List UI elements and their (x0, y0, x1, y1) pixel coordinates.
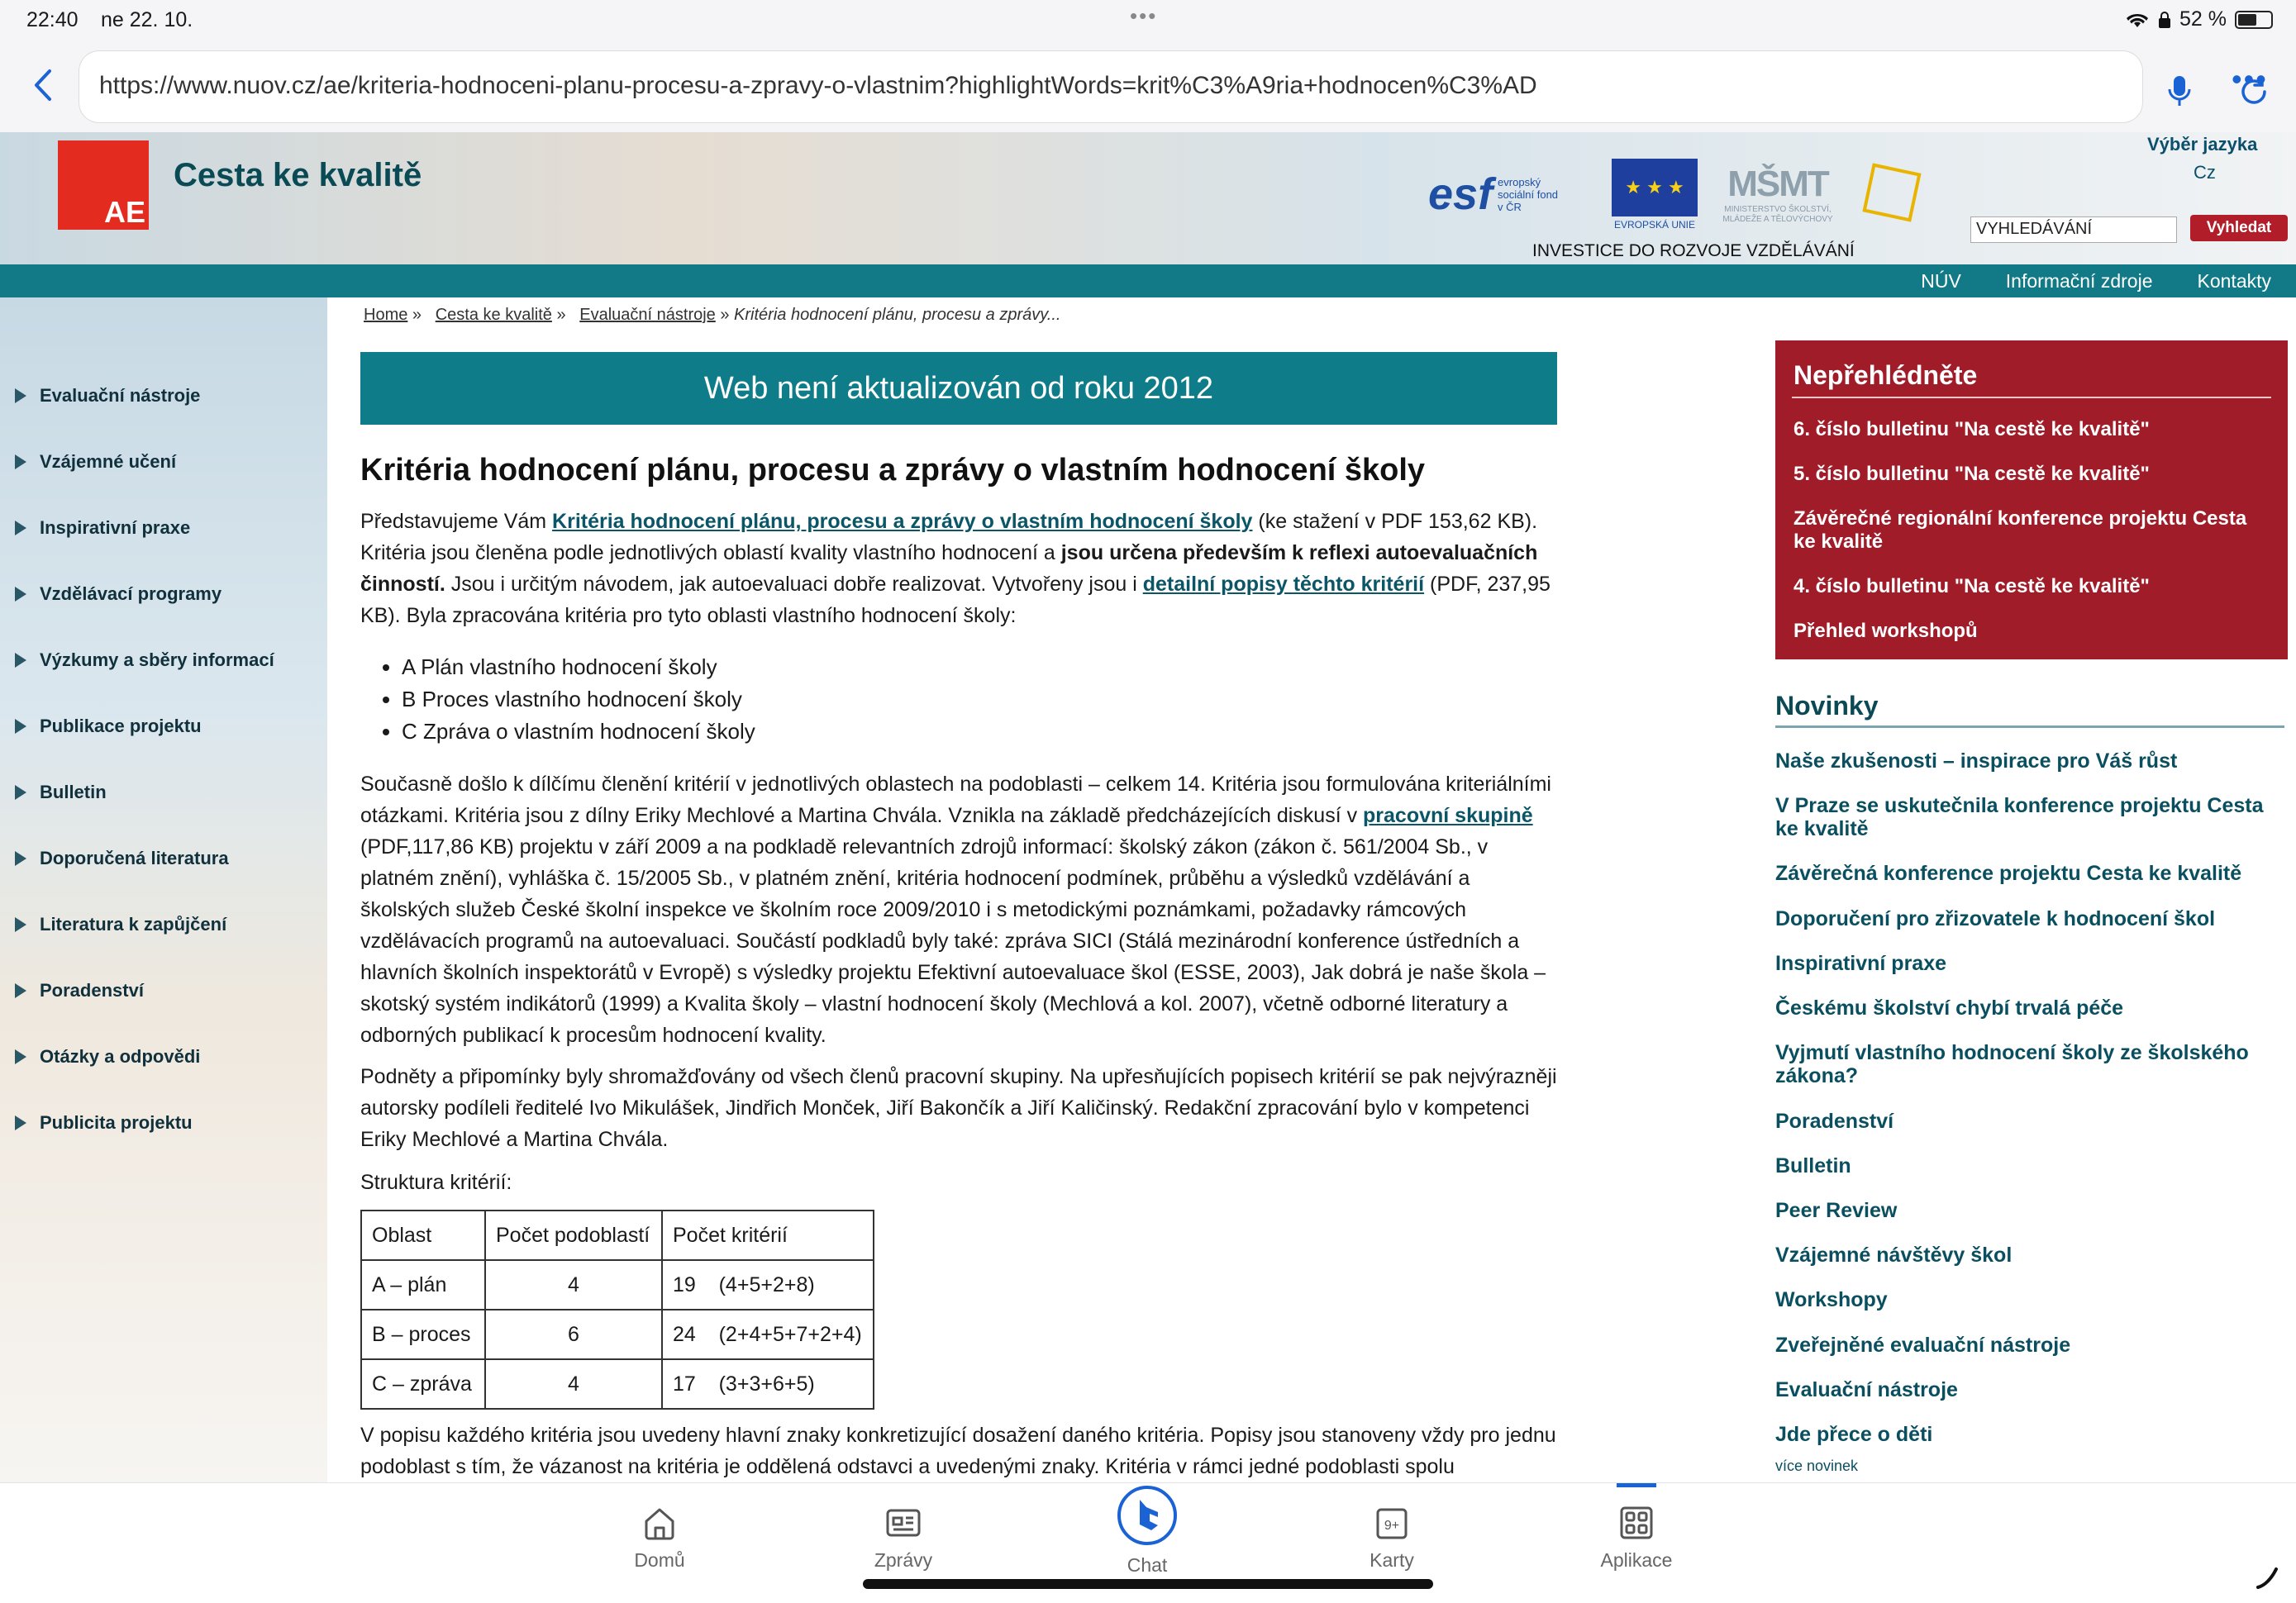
tab-chat[interactable] (1081, 1483, 1213, 1577)
text: Současně došlo k dílčímu členění kritérií v jednotlivých oblastech na podoblasti – celkem 14. Kritéria jsou formulována kriteriálními otázkami. Kritéria jsou z dílny Eriky Mechlové a Martina Chvála. Vznikla na základě předcházejících diskusí v (360, 773, 1551, 827)
news-item[interactable]: Poradenství (1775, 1110, 1894, 1133)
sidebar-item-doporucena-literatura[interactable] (15, 848, 229, 869)
table-cell: 4 (485, 1260, 662, 1310)
table-cell (662, 1310, 874, 1359)
top-nav-links (1921, 264, 2271, 297)
breadcrumb: Home » Cesta ke kvalitě » Evaluační nástroje » Kritéria hodnocení plánu, procesu a zprávy... (364, 306, 1061, 324)
table-header-row (361, 1211, 874, 1260)
news-item[interactable]: Vzájemné návštěvy škol (1775, 1244, 2013, 1267)
news-item[interactable]: Jde přece o děti (1775, 1423, 1933, 1446)
text: (PDF, 237,95 KB). Byla zpracována kritéria pro tyto oblasti vlastního hodnocení školy: (360, 573, 1551, 627)
list-item: • A Plán vlastního hodnocení školy (402, 651, 755, 683)
table-cell (662, 1359, 874, 1409)
news-item[interactable]: Českému školství chybí trvalá péče (1775, 997, 2124, 1020)
criteria-breakdown: (2+4+5+7+2+4) (718, 1322, 862, 1346)
structure-label: Struktura kritérií: (360, 1171, 512, 1194)
top-nav (0, 264, 2296, 297)
site-header (0, 132, 2296, 264)
divider (1775, 725, 2284, 728)
sidebar-item-inspirativni-praxe[interactable] (15, 517, 190, 539)
sidebar-item-publikace[interactable] (15, 716, 202, 737)
browser-toolbar (0, 41, 2296, 132)
criteria-breakdown: (3+3+6+5) (718, 1372, 815, 1396)
more-options-icon[interactable]: ••• (2232, 62, 2268, 96)
table-row (361, 1359, 874, 1409)
triangle-icon (15, 983, 26, 998)
intro-paragraph (360, 506, 1559, 631)
dont-miss-item[interactable]: 5. číslo bulletinu "Na cestě ke kvalitě" (1793, 463, 2150, 485)
list-item: • C Zpráva o vlastním hodnocení školy (402, 716, 755, 748)
triangle-icon (15, 785, 26, 800)
tab-label: Domů (634, 1549, 685, 1571)
sidebar-item-label: Vzájemné učení (40, 451, 177, 472)
sidebar-item-label: Vzdělávací programy (40, 583, 222, 604)
triangle-icon (15, 719, 26, 734)
news-item[interactable]: Peer Review (1775, 1199, 1898, 1222)
multitask-dots-icon[interactable]: ••• (1130, 3, 1158, 28)
news-item[interactable]: Workshopy (1775, 1288, 1888, 1311)
eu-text: EVROPSKÁ UNIE (1613, 218, 1696, 231)
active-tab-indicator (1617, 1483, 1656, 1487)
bottom-tab-bar (0, 1482, 2296, 1603)
news-item[interactable]: Inspirativní praxe (1775, 952, 1947, 975)
news-item[interactable]: Zveřejněné evaluační nástroje (1775, 1334, 2071, 1357)
eu-flag-icon: ★ ★ ★ (1612, 159, 1698, 216)
microphone-icon[interactable] (2165, 74, 2194, 107)
pencil-icon[interactable] (2253, 1563, 2283, 1592)
triangle-icon (15, 388, 26, 403)
address-bar[interactable] (79, 51, 2142, 122)
sidebar-item-bulletin[interactable] (15, 782, 107, 803)
breadcrumb-home[interactable]: Home (364, 306, 408, 324)
news-icon (884, 1503, 923, 1543)
table-header: Počet kritérií (662, 1211, 874, 1260)
sidebar-item-label: Bulletin (40, 782, 107, 802)
triangle-icon (15, 851, 26, 866)
apps-grid-icon (1617, 1503, 1656, 1543)
sidebar-item-otazky[interactable] (15, 1046, 200, 1068)
list-item: • B Proces vlastního hodnocení školy (402, 683, 755, 716)
language-label: Výběr jazyka (2147, 134, 2258, 155)
sidebar-item-literatura-zapujceni[interactable] (15, 914, 226, 935)
sidebar-item-vyzkumy[interactable] (15, 649, 274, 671)
divider (1792, 397, 2271, 398)
dont-miss-item[interactable]: 6. číslo bulletinu "Na cestě ke kvalitě" (1793, 418, 2150, 440)
sidebar-item-label: Inspirativní praxe (40, 517, 191, 538)
back-arrow-icon[interactable] (23, 64, 64, 106)
site-title[interactable]: Cesta ke kvalitě (174, 157, 422, 193)
areas-list (360, 651, 755, 748)
text: Představujeme Vám (360, 510, 553, 533)
tab-label: Aplikace (1600, 1549, 1673, 1571)
dont-miss-item[interactable]: Přehled workshopů (1793, 620, 1978, 642)
triangle-icon (15, 454, 26, 469)
dont-miss-box (1775, 340, 2288, 659)
battery-icon (2235, 11, 2273, 29)
nav-kontakty[interactable]: Kontakty (2197, 270, 2271, 292)
table-cell: C – zpráva (361, 1359, 485, 1409)
sidebar-item-evaluacni-nastroje[interactable] (15, 385, 200, 407)
criteria-pdf-link[interactable]: Kritéria hodnocení plánu, procesu a zprávy o vlastním hodnocení školy (552, 510, 1253, 533)
text: (ke stažení v PDF 153,62 KB). Kritéria jsou členěna podle jednotlivých oblastí kvality vlastního hodnocení a (360, 510, 1538, 564)
table-row (361, 1260, 874, 1310)
esf-text: evropský sociální fond v ČR (1498, 175, 1559, 213)
tab-news[interactable] (837, 1503, 969, 1572)
eu-logo (1608, 155, 1701, 233)
tab-label: Karty (1370, 1549, 1414, 1571)
home-icon (640, 1503, 679, 1543)
triangle-icon (15, 1115, 26, 1130)
search-input[interactable]: VYHLEDÁVÁNÍ (1970, 216, 2177, 243)
nav-informacni-zdroje[interactable]: Informační zdroje (2005, 270, 2153, 292)
msmt-logo: MŠMT MINISTERSTVO ŠKOLSTVÍ, MLÁDEŽE A TĚLOVÝCHOVY (1716, 155, 1840, 233)
criteria-breakdown: (4+5+2+8) (718, 1272, 815, 1296)
news-item[interactable]: V Praze se uskutečnila konference projektu Cesta ke kvalitě (1775, 794, 2264, 840)
esf-logo: esf evropský sociální fond v ČR (1428, 155, 1593, 233)
language-link[interactable]: Cz (2194, 162, 2216, 183)
table-row (361, 1310, 874, 1359)
dont-miss-item[interactable]: Závěrečné regionální konference projektu Cesta ke kvalitě (1793, 507, 2247, 553)
news-item[interactable]: Doporučení pro zřizovatele k hodnocení škol (1775, 907, 2216, 930)
criteria-description-paragraph: V popisu každého kritéria jsou uvedeny hlavní znaky konkretizující dosažení daného kritéria. Popisy jsou stanoveny vždy pro jednu podoblast s tím, že vázanost na kritéria je oddělená odstavci a uvedenými znaky. Kritéria v rámci jedné podoblasti spolu (360, 1424, 1556, 1478)
news-item[interactable]: Bulletin (1775, 1154, 1851, 1177)
site-logo[interactable] (58, 140, 149, 230)
triangle-icon (15, 917, 26, 932)
tabs-icon (1372, 1503, 1412, 1543)
sidebar-item-label: Publicita projektu (40, 1112, 193, 1133)
tab-tabs[interactable] (1326, 1503, 1458, 1572)
home-indicator[interactable] (863, 1579, 1433, 1589)
sidebar-item-vzdelavaci-programy[interactable] (15, 583, 222, 605)
working-group-link[interactable]: pracovní skupině (1363, 804, 1533, 827)
status-time: 22:40 (26, 8, 79, 31)
dont-miss-item[interactable]: 4. číslo bulletinu "Na cestě ke kvalitě" (1793, 575, 2150, 597)
table-cell: 4 (485, 1359, 662, 1409)
sidebar-item-label: Doporučená literatura (40, 848, 229, 868)
feedback-paragraph: Podněty a připomínky byly shromažďovány od všech členů pracovní skupiny. Na upřesňujících popisech kritérií se pak nejvýrazněji autorsky podíleli ředitelé Ivo Mikulášek, Jindřich Monček, Jiří Bakončík a Jiří Kaličinský. Redakční zpracování bylo v kompetenci Eriky Mechlové a Martina Chvála. (360, 1065, 1557, 1151)
table-cell: B – proces (361, 1310, 485, 1359)
sponsor-logos (1428, 155, 1929, 233)
table-cell: 6 (485, 1310, 662, 1359)
sidebar-item-label: Literatura k zapůjčení (40, 914, 227, 935)
left-sidebar (0, 297, 327, 1487)
breadcrumb-cesta[interactable]: Cesta ke kvalitě (435, 306, 552, 324)
criteria-table (360, 1210, 874, 1410)
criteria-count: 19 (673, 1272, 696, 1296)
page-title: Kritéria hodnocení plánu, procesu a zprávy o vlastním hodnocení školy (360, 453, 1426, 488)
news-title: Novinky (1775, 691, 1879, 721)
status-bar (0, 0, 2296, 41)
news-item[interactable]: Evaluační nástroje (1775, 1378, 1958, 1401)
news-item[interactable]: Naše zkušenosti – inspirace pro Váš růst (1775, 749, 2178, 773)
breadcrumb-evaluacni[interactable]: Evaluační nástroje (579, 306, 716, 324)
tab-label: Zprávy (874, 1549, 933, 1571)
url-text[interactable]: https://www.nuov.cz/ae/kriteria-hodnoceni-planu-procesu-a-zpravy-o-vlastnim?highlightWords=krit%C3%A9ria+hodnocen%C3%AD (99, 72, 1537, 99)
wifi-icon (2125, 11, 2150, 29)
sidebar-item-poradenstvi[interactable] (15, 980, 144, 1001)
sidebar-item-label: Otázky a odpovědi (40, 1046, 201, 1067)
criteria-count: 24 (673, 1322, 696, 1346)
sidebar-item-publicita[interactable] (15, 1112, 193, 1134)
tab-label: Chat (1127, 1554, 1168, 1576)
nav-nuv[interactable]: NÚV (1921, 270, 1961, 292)
nuv-logo (1855, 155, 1929, 233)
table-header: Oblast (361, 1211, 485, 1260)
triangle-icon (15, 587, 26, 602)
sidebar-item-label: Publikace projektu (40, 716, 202, 736)
news-item[interactable]: Závěrečná konference projektu Cesta ke kvalitě (1775, 862, 2242, 885)
sidebar-item-label: Výzkumy a sběry informací (40, 649, 274, 670)
tab-apps[interactable] (1570, 1503, 1703, 1572)
search-button[interactable]: Vyhledat (2190, 215, 2288, 241)
tab-home[interactable] (593, 1503, 726, 1572)
table-header: Počet podoblastí (485, 1211, 662, 1260)
table-cell (662, 1260, 874, 1310)
triangle-icon (15, 653, 26, 668)
lock-rotation-icon (2158, 11, 2171, 29)
text-bold: jsou určena především k reflexi autoevaluačních činností. (360, 541, 1538, 596)
status-indicators (2125, 7, 2273, 31)
logo-text: AE (104, 195, 146, 229)
description-paragraph (360, 768, 1559, 1051)
triangle-icon (15, 521, 26, 535)
dont-miss-title: Nepřehlédněte (1793, 360, 1978, 390)
criteria-count: 17 (673, 1372, 696, 1396)
nuv-logo-shape (1862, 163, 1921, 221)
sidebar-item-label: Poradenství (40, 980, 144, 1001)
investice-text: INVESTICE DO ROZVOJE VZDĚLÁVÁNÍ (1532, 241, 1855, 260)
detail-pdf-link[interactable]: detailní popisy těchto kritérií (1142, 573, 1425, 596)
table-cell: A – plán (361, 1260, 485, 1310)
bing-chat-icon (1115, 1483, 1179, 1548)
battery-percent: 52 % (2179, 7, 2227, 31)
sidebar-item-label: Evaluační nástroje (40, 385, 201, 406)
text: (PDF,117,86 KB) projektu v září 2009 a na podkladě relevantních zdrojů informací: školský zákon (zákon č. 561/2004 Sb., v platném znění), vyhláška č. 15/2005 Sb., v platném znění, kritéria hodnocení podmínek, průběhu a výsledků vzdělávání a školských služeb České školní inspekce ve školním roce 2009/2010 i s metodickými poznámkami, požadavky rámcových vzdělávacích programů na autoevaluaci. Součástí podkladů byly také: zpráva SICI (Stálá mezinárodní konference ústředních a hlavních školních inspektorátů v Evropě) s výsledky projektu Efektivní autoevaluace škol (ESSE, 2003), Jak dobrá je naše škola – skotský systém indikátorů (1999) a Kvalita školy – vlastní hodnocení školy (Mechlová a kol. 2007), včetně odborné literatury a odborných publikací k procesům hodnocení kvality. (360, 835, 1546, 1047)
more-news-link[interactable]: více novinek (1775, 1458, 1859, 1474)
status-date: ne 22. 10. (101, 8, 193, 31)
triangle-icon (15, 1049, 26, 1064)
tabs-count: 9+ (1384, 1519, 1400, 1533)
sidebar-item-vzajemne-uceni[interactable] (15, 451, 176, 473)
text: Jsou i určitým návodem, jak autoevaluaci dobře realizovat. Vytvořeny jsou i (445, 573, 1143, 596)
news-item[interactable]: Vyjmutí vlastního hodnocení školy ze školského zákona? (1775, 1041, 2249, 1087)
breadcrumb-current: Kritéria hodnocení plánu, procesu a zprávy... (734, 306, 1061, 324)
update-banner: Web není aktualizován od roku 2012 (360, 352, 1557, 425)
msmt-text: MINISTERSTVO ŠKOLSTVÍ, MLÁDEŽE A TĚLOVÝCHOVY (1722, 205, 1833, 224)
